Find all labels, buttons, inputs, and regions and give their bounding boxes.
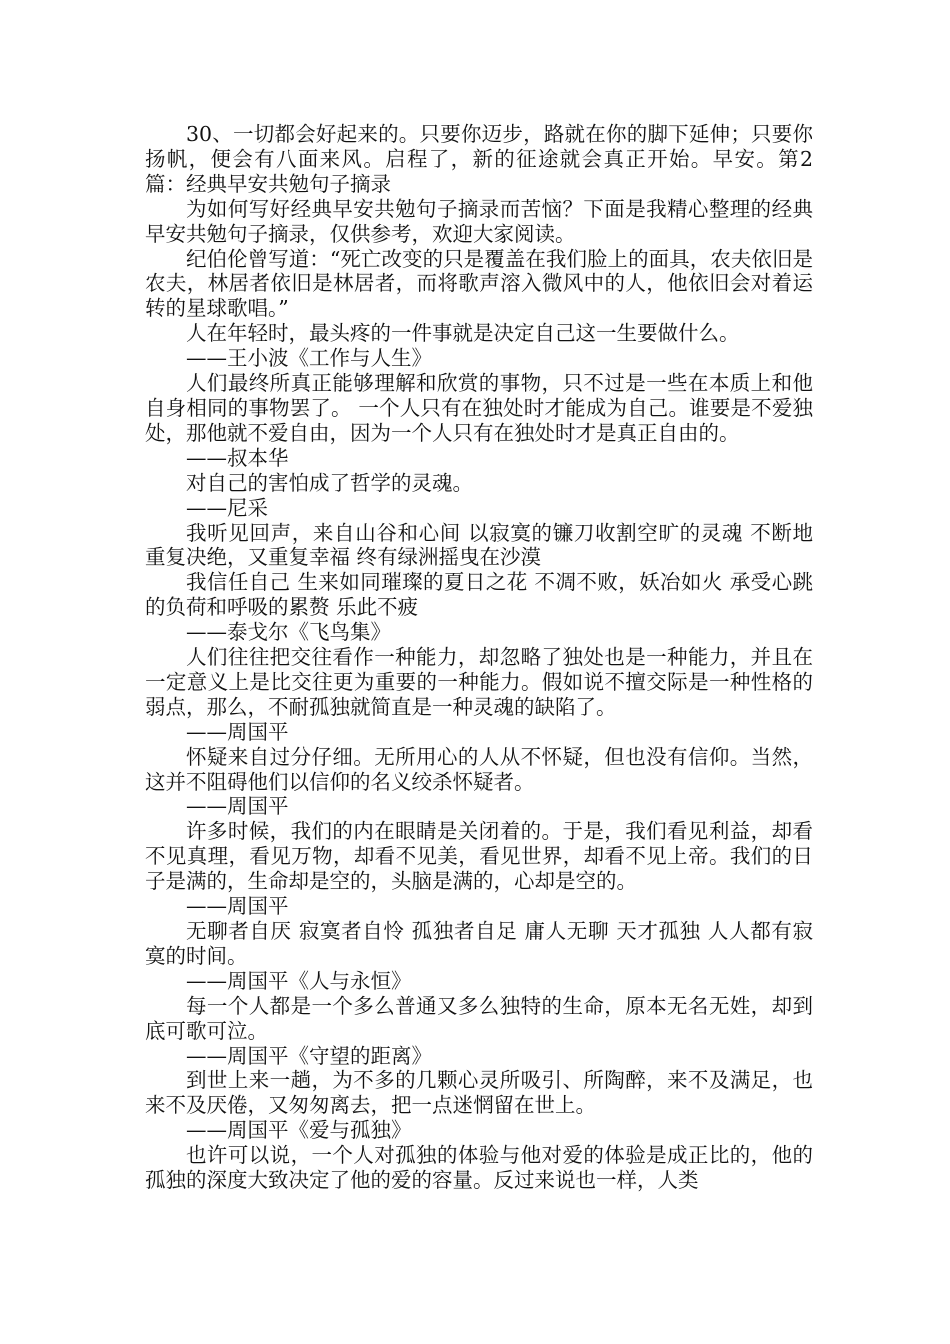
attribution: ——王小波《工作与人生》 xyxy=(186,346,432,371)
paragraph: 30、一切都会好起来的。只要你迈步，路就在你的脚下延伸；只要你扬帆，便会有八面来风。启程了，新的征途就会真正开始。早安。第2篇：经典早安共勉句子摘录 xyxy=(145,122,813,196)
paragraph: 为如何写好经典早安共勉句子摘录而苦恼？下面是我精心整理的经典早安共勉句子摘录，仅供参考，欢迎大家阅读。 xyxy=(145,196,813,246)
paragraph: 也许可以说，一个人对孤独的体验与他对爱的体验是成正比的，他的孤独的深度大致决定了他的爱的容量。反过来说也一样，人类 xyxy=(145,1143,813,1193)
attribution: ——尼采 xyxy=(186,495,268,520)
document-body xyxy=(145,122,813,1193)
paragraph: 无聊者自厌 寂寞者自怜 孤独者自足 庸人无聊 天才孤独 人人都有寂寞的时间。 xyxy=(145,919,813,968)
paragraph: 对自己的害怕成了哲学的灵魂。 xyxy=(186,470,473,495)
attribution: ——泰戈尔《飞鸟集》 xyxy=(186,620,391,645)
paragraph: 许多时候，我们的内在眼睛是关闭着的。于是，我们看见利益，却看不见真理，看见万物，却看不见美，看见世界，却看不见上帝。我们的日子是满的，生命却是空的，头脑是满的，心却是空的。 xyxy=(145,819,813,894)
paragraph: 人们最终所真正能够理解和欣赏的事物，只不过是一些在本质上和他自身相同的事物罢了。 一个人只有在独处时才能成为自己。谁要是不爱独处，那他就不爱自由，因为一个人只有在独处时才是真正自由的。 xyxy=(145,371,813,445)
paragraph: 人在年轻时，最头疼的一件事就是决定自己这一生要做什么。 xyxy=(186,321,740,346)
paragraph: 每一个人都是一个多么普通又多么独特的生命，原本无名无姓，却到底可歌可泣。 xyxy=(145,993,813,1043)
attribution: ——周国平《人与永恒》 xyxy=(186,968,412,993)
attribution: ——周国平《守望的距离》 xyxy=(186,1043,432,1068)
paragraph: 我听见回声，来自山谷和心间 以寂寞的镰刀收割空旷的灵魂 不断地重复决绝，又重复幸福 终有绿洲摇曳在沙漠 xyxy=(145,520,813,570)
paragraph: 纪伯伦曾写道：“死亡改变的只是覆盖在我们脸上的面具，农夫依旧是农夫，林居者依旧是林居者，而将歌声溶入微风中的人，他依旧会对着运转的星球歌唱。” xyxy=(145,246,813,321)
attribution: ——周国平 xyxy=(186,719,289,744)
attribution: ——叔本华 xyxy=(186,445,289,470)
attribution: ——周国平《爱与孤独》 xyxy=(186,1118,412,1143)
paragraph: 怀疑来自过分仔细。无所用心的人从不怀疑，但也没有信仰。当然，这并不阻碍他们以信仰的名义绞杀怀疑者。 xyxy=(145,744,813,794)
attribution: ——周国平 xyxy=(186,894,289,919)
attribution: ——周国平 xyxy=(186,794,289,819)
paragraph: 我信任自己 生来如同璀璨的夏日之花 不凋不败，妖冶如火 承受心跳的负荷和呼吸的累赘 乐此不疲 xyxy=(145,570,813,620)
paragraph: 人们往往把交往看作一种能力，却忽略了独处也是一种能力，并且在一定意义上是比交往更为重要的一种能力。假如说不擅交际是一种性格的弱点，那么，不耐孤独就简直是一种灵魂的缺陷了。 xyxy=(145,645,813,719)
paragraph: 到世上来一趟，为不多的几颗心灵所吸引、所陶醉，来不及满足，也来不及厌倦，又匆匆离去，把一点迷惘留在世上。 xyxy=(145,1068,813,1118)
